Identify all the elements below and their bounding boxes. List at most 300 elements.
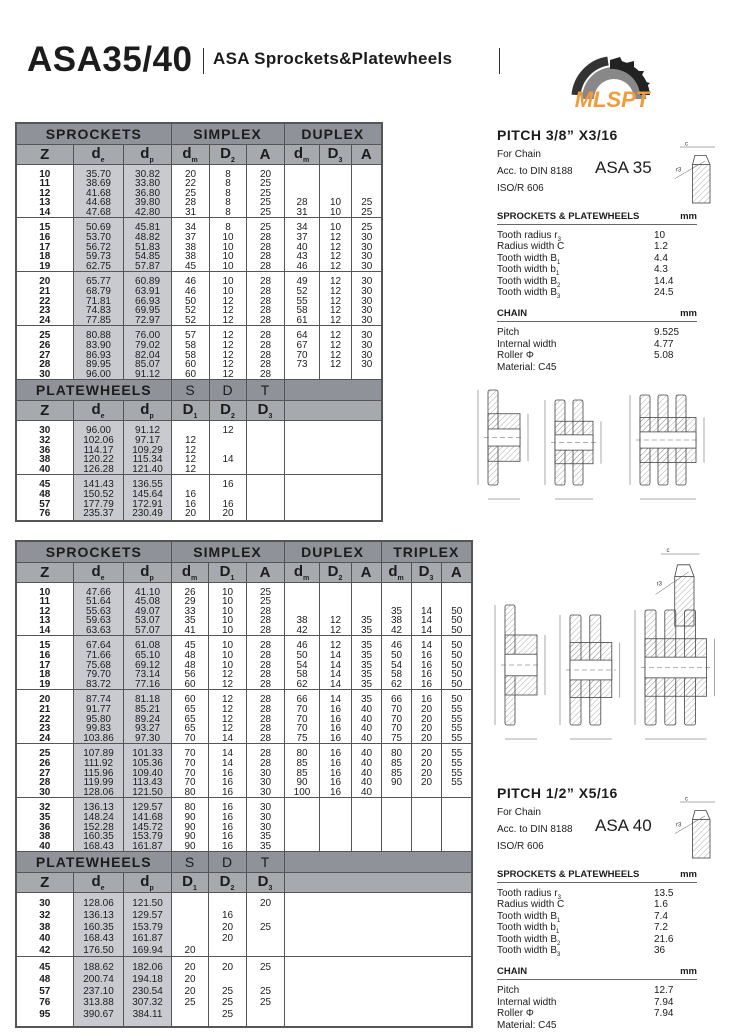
cell-value: 61.08 [134,639,160,652]
cell-value: 16 [329,776,341,789]
column-header [16,401,73,421]
cell-value: 12 [329,304,341,317]
cell-value: 80.88 [85,329,111,342]
spec-row [497,230,707,241]
cell-value: 90 [183,810,196,823]
cell-value: 25 [183,996,196,1009]
cell-value: 313.88 [82,996,114,1009]
header-symbol: D [220,144,231,162]
section-title: CHAIN [497,966,528,978]
cell-value: 12 [329,348,341,361]
cell-value: 38.69 [85,177,111,190]
cell-value: 16 [221,810,233,823]
cell-value: 32 [39,433,51,446]
header-subscript: 3 [338,156,343,164]
cell-value: 109.29 [131,443,163,456]
cell-value: 46 [295,639,308,652]
spec-label [497,899,654,910]
header-symbol: D [182,401,194,419]
label-c: c [685,796,688,803]
data-cell [319,636,351,690]
cell-value: 12 [329,623,341,636]
label-r3: r3 [676,167,682,174]
cell-value: 14 [420,623,432,636]
label-c: c [666,548,670,555]
data-cell [381,636,411,690]
cell-value: 80 [183,801,196,814]
cell-value: 56.72 [85,240,111,253]
cell-value: 50.69 [85,221,111,234]
cell-value: 10 [221,285,234,298]
data-cell [73,218,123,272]
cell-value: 30 [39,785,51,798]
cell-value: 30 [259,820,271,833]
cell-value: 48.82 [134,231,160,244]
spec-subscript: 1 [555,929,560,936]
column-header [319,562,351,582]
cell-value: 12 [184,453,196,466]
cell-value: 14 [329,658,341,671]
cell-value: 90 [390,776,402,789]
cell-value: 16 [221,776,233,789]
cell-value: 28 [259,275,271,288]
column-header [16,873,73,893]
header-symbol: Z [40,145,50,163]
cell-value: 12 [184,433,196,446]
data-cell [319,326,351,380]
cell-value: 57.87 [134,259,160,272]
column-header [171,873,208,893]
cell-value: 10 [221,639,233,652]
data-cell [73,164,123,218]
unit-label: mm [680,308,697,320]
data-cell [246,798,284,852]
data-cell [208,690,246,744]
standard-line: ISO/R 606 [497,841,544,852]
cell-value: 12 [39,604,51,617]
cell-value: 32 [39,908,51,921]
spec-row [497,287,707,298]
cell-value: 160.35 [82,830,114,843]
logo-text: MLSPT [574,87,650,110]
data-row-group [16,636,472,690]
page-subtitle: ASA Sprockets&Platewheels [213,49,453,68]
cell-value: 20 [221,920,233,933]
cell-value: 91.12 [134,424,160,437]
cell-value: 28 [259,240,271,253]
standard-line: ISO/R 606 [497,183,544,194]
data-cell [73,421,123,475]
cell-value: 103.86 [82,731,114,744]
spec-value: 4.77 [654,338,674,350]
data-cell [209,218,246,272]
cell-value: 58 [295,668,308,681]
data-cell [209,272,246,326]
data-row-group [16,326,382,380]
cell-value: 46 [184,285,196,298]
spec-row [497,241,707,252]
cell-value: 97.17 [134,433,160,446]
cell-value: 70 [183,731,196,744]
spec-subscript: 3 [557,895,561,901]
cell-value: 120.22 [82,453,114,466]
data-cell [16,475,73,521]
spec-value: 7.94 [654,996,674,1008]
spec-value: 14.4 [654,275,674,287]
cell-value: 66.93 [134,294,160,307]
data-cell [351,218,382,272]
data-cell [73,798,123,852]
header-symbol: Z [40,563,50,581]
header-subscript: e [100,885,105,893]
data-row-group [16,798,472,852]
header-subscript: m [191,156,198,164]
spec-value: 24.5 [654,286,674,298]
cell-value: 50 [450,639,462,652]
cell-value: 79.70 [85,668,111,681]
cell-value: 8 [224,167,231,180]
cell-value: 20 [259,897,271,910]
data-cell [319,690,351,744]
data-cell [171,326,209,380]
cell-value: 18 [39,250,51,263]
cell-value: 16 [221,839,233,852]
cell-value: 17 [39,658,51,671]
section-header [497,869,697,883]
cell-value: 40 [39,932,51,945]
cell-value: 95.80 [85,712,111,725]
cell-value: 230.54 [131,984,163,997]
empty-cell [284,893,472,957]
header-subscript: 3 [268,413,273,421]
column-header [16,144,73,164]
cell-value: 14 [221,757,233,769]
cell-value: 80 [183,785,196,798]
data-cell [351,326,382,380]
cell-value: 22 [39,294,51,307]
cell-value: 55 [295,294,308,307]
data-cell [73,690,123,744]
spec-name: Tooth radius r [497,230,558,241]
cell-value: 20 [259,167,271,180]
cell-value: 71.66 [85,649,111,662]
header-symbol: Z [40,874,50,892]
column-header [284,401,382,421]
header-subscript: p [149,413,154,421]
cell-value: 230.49 [131,507,163,520]
cell-value: 53.70 [85,231,111,244]
header-subscript: 3 [429,574,434,582]
column-header [171,562,208,582]
cell-value: 37 [184,231,196,244]
cell-value: 25 [221,996,233,1009]
column-header [246,562,284,582]
header-subscript: p [149,156,154,164]
cell-value: 12 [221,703,233,716]
cell-value: 31 [184,205,196,218]
cell-value: 30 [360,313,372,326]
data-cell [209,421,246,475]
data-cell [16,744,73,798]
cell-value: 48 [39,487,51,500]
cell-value: 307.32 [131,996,163,1009]
cell-value: 20 [183,972,196,985]
cell-value: 126.28 [82,462,114,475]
data-cell [411,690,441,744]
group-title-row [16,123,382,144]
spec-name: Pitch [497,985,520,997]
header-subscript: p [149,574,154,582]
spec-name: Internal width [497,338,557,350]
cell-value: 30.82 [134,167,160,180]
cell-value: 25 [259,984,271,997]
data-cell [73,636,123,690]
cell-value: 73.14 [134,668,160,681]
cell-value: 10 [39,167,51,180]
cell-value: 10 [221,250,234,263]
spec-label [497,350,654,361]
spec-row [497,350,707,361]
cell-value: 16 [420,649,432,662]
cell-value: 28 [259,614,271,627]
cell-value: 8 [224,196,231,209]
data-cell [351,744,381,798]
cell-value: 12 [39,186,51,199]
cell-value: 85.07 [134,358,160,371]
spec-label [497,241,654,252]
cell-value: 12 [329,614,341,627]
cell-value: 67.64 [85,639,111,652]
cell-value: 50 [450,604,462,617]
cell-value: 35 [360,658,372,671]
data-cell [16,893,73,957]
column-header [411,562,441,582]
cell-value: 58 [184,348,196,361]
cell-value: 25 [259,996,271,1009]
cell-value: 26 [39,339,51,351]
cell-value: 58 [295,304,308,317]
data-cell [171,636,208,690]
cell-value: 70 [390,722,402,735]
data-cell [16,218,73,272]
cell-value: 28 [259,722,271,735]
standard-line: For Chain [497,149,541,160]
cell-value: 30 [360,259,372,272]
cell-value: 8 [224,205,231,218]
section-header [497,966,697,980]
cell-value: 42 [390,623,402,636]
header-symbol: D [219,562,231,580]
cell-value: 12 [329,313,341,326]
cell-value: 16 [420,677,432,690]
cell-value: 28 [259,658,271,671]
spec-name: Roller Φ [497,350,534,362]
header-symbol: d [140,401,150,419]
cell-value: 70 [390,712,402,725]
cell-value: 10 [221,649,233,662]
cell-value: 55 [450,712,462,725]
column-header [73,562,123,582]
cell-value: 73 [295,358,308,371]
cell-value: 34 [184,221,196,234]
group-title: T [246,380,284,401]
column-header [16,562,73,582]
spec-label [497,985,654,996]
data-cell [171,798,208,852]
spec-name: Roller Φ [497,1008,534,1020]
cell-value: 28 [259,604,271,617]
cell-value: 35.70 [85,167,111,180]
cell-value: 114.17 [83,443,113,456]
cell-value: 32 [39,801,51,814]
header-symbol: A [360,563,372,581]
cell-value: 52 [295,285,308,298]
data-cell [123,164,171,218]
spec-label [497,997,654,1008]
column-header [208,873,246,893]
data-cell [319,744,351,798]
unit-label: mm [680,869,697,880]
cell-value: 25 [221,984,233,997]
data-cell [208,636,246,690]
cell-value: 30 [360,329,372,342]
cell-value: 22 [184,177,196,190]
data-cell [246,475,284,521]
cell-value: 90 [183,839,196,852]
cell-value: 390.67 [82,1007,114,1020]
data-cell [171,218,209,272]
data-cell [16,421,73,475]
cell-value: 12 [221,339,234,351]
data-cell [284,744,319,798]
cell-value: 35 [183,614,196,627]
cell-value: 12 [221,712,233,725]
cell-value: 20 [184,167,196,180]
data-cell [123,582,171,636]
header-subscript: 2 [338,574,343,582]
spec-label [497,1020,654,1031]
cell-value: 141.43 [82,478,114,491]
column-header [209,144,246,164]
data-row-group [16,690,472,744]
data-cell [381,690,411,744]
cell-value: 28 [184,196,196,209]
section-title: CHAIN [497,308,528,320]
cell-value: 28 [259,649,271,662]
cell-value: 12 [329,285,341,298]
cell-value: 148.24 [82,810,114,823]
spec-label [497,327,654,338]
cell-value: 12 [329,275,341,288]
cell-value: 40 [295,240,308,253]
section-title: SPROCKETS & PLATEWHEELS [497,211,640,222]
spec-label [497,230,654,241]
data-row-group [16,893,472,957]
cell-value: 30 [360,285,372,298]
data-cell [171,164,209,218]
cell-value: 60.89 [134,275,160,288]
cell-value: 12 [221,294,234,307]
data-cell [123,475,171,521]
data-row-group [16,421,382,475]
cell-value: 57 [39,497,51,510]
cell-value: 28 [39,358,51,371]
column-header [73,401,123,421]
cell-value: 41.68 [85,186,111,199]
cell-value: 45.08 [134,595,160,608]
data-cell [73,582,123,636]
header-symbol: d [140,144,150,162]
cell-value: 28 [259,231,271,244]
data-cell [284,164,319,218]
data-cell [209,475,246,521]
cell-value: 25 [360,196,372,209]
header-subscript: 2 [231,156,235,164]
cell-value: 13 [39,614,51,627]
cell-value: 235.37 [82,507,114,520]
standard-line: Acc. to DIN 8188 [497,824,573,835]
cell-value: 121.50 [131,785,163,798]
spec-value: 7.2 [654,922,668,934]
header-symbol: d [140,562,150,580]
cell-value: 16 [221,766,233,779]
cell-value: 60 [183,693,196,706]
cell-value: 56 [183,668,196,681]
data-cell [319,164,351,218]
cell-value: 28 [295,196,308,209]
data-cell [381,798,411,852]
header-symbol: D [418,562,430,580]
header-symbol: D [220,401,231,419]
spec-row [497,888,707,899]
cell-value: 80 [390,747,402,760]
cell-value: 36 [39,443,51,456]
cell-value: 14 [39,205,51,218]
cell-value: 28 [259,703,271,716]
column-header [73,144,123,164]
data-cell [208,798,246,852]
spec-value: 12.7 [654,985,674,997]
cell-value: 28 [259,757,271,769]
cell-value: 115.34 [132,453,162,466]
cell-value: 14 [420,639,432,652]
cell-value: 35 [390,604,402,617]
cell-value: 65 [183,722,196,735]
header-symbol: Z [40,402,50,420]
cell-value: 30 [360,250,372,263]
cell-value: 79.02 [134,339,160,351]
cell-value: 83.90 [85,339,111,351]
spec-row [497,253,707,264]
cell-value: 53.07 [134,614,160,627]
data-cell [171,957,208,1027]
cell-value: 28 [259,693,271,706]
cell-value: 40 [360,722,372,735]
data-cell [246,957,284,1027]
cell-value: 38 [39,830,51,843]
header-symbol: d [140,873,150,891]
cell-value: 12 [221,348,234,361]
cell-value: 136.13 [82,801,114,814]
header-symbol: A [360,145,372,163]
tooth-profile-drawing [670,140,720,210]
spec-name: Tooth width B [497,944,558,956]
cell-value: 83.72 [85,677,111,690]
spec-name: Material: C45 [497,361,557,373]
data-cell [246,218,284,272]
data-cell [16,164,73,218]
chain-designation: ASA 40 [595,816,652,835]
